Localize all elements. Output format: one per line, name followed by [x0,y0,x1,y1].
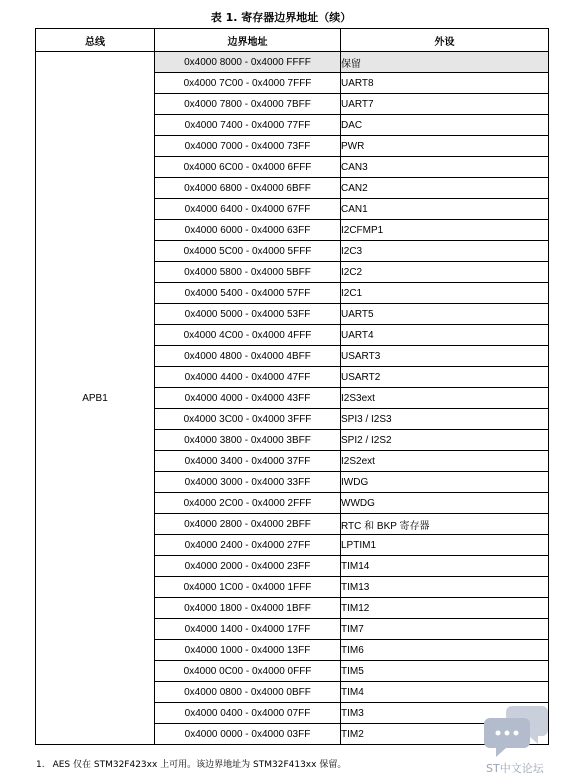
address-cell: 0x4000 6000 - 0x4000 63FF [155,220,341,241]
address-cell: 0x4000 7000 - 0x4000 73FF [155,136,341,157]
address-cell: 0x4000 3000 - 0x4000 33FF [155,472,341,493]
address-cell: 0x4000 0C00 - 0x4000 0FFF [155,661,341,682]
address-cell: 0x4000 0000 - 0x4000 03FF [155,724,341,745]
address-cell: 0x4000 3400 - 0x4000 37FF [155,451,341,472]
peripheral-cell: SPI2 / I2S2 [341,430,549,451]
address-cell: 0x4000 7400 - 0x4000 77FF [155,115,341,136]
address-cell: 0x4000 0800 - 0x4000 0BFF [155,682,341,703]
table-row [36,52,549,73]
peripheral-cell: TIM6 [341,640,549,661]
peripheral-cell: USART2 [341,367,549,388]
address-cell: 0x4000 6800 - 0x4000 6BFF [155,178,341,199]
address-cell: 0x4000 2000 - 0x4000 23FF [155,556,341,577]
peripheral-cell: TIM3 [341,703,549,724]
address-cell: 0x4000 4C00 - 0x4000 4FFF [155,325,341,346]
header-bus: 总线 [36,29,155,52]
address-cell: 0x4000 0400 - 0x4000 07FF [155,703,341,724]
peripheral-cell: TIM12 [341,598,549,619]
address-cell: 0x4000 1400 - 0x4000 17FF [155,619,341,640]
peripheral-cell: SPI3 / I2S3 [341,409,549,430]
peripheral-cell: UART5 [341,304,549,325]
peripheral-cell: 保留 [341,52,549,73]
peripheral-cell: I2C1 [341,283,549,304]
peripheral-cell: I2CFMP1 [341,220,549,241]
address-cell: 0x4000 7800 - 0x4000 7BFF [155,94,341,115]
peripheral-cell: CAN1 [341,199,549,220]
peripheral-cell: IWDG [341,472,549,493]
header-address: 边界地址 [155,29,341,52]
address-cell: 0x4000 1800 - 0x4000 1BFF [155,598,341,619]
peripheral-cell: WWDG [341,493,549,514]
footnote-number: 1. [36,760,45,770]
address-cell: 0x4000 2800 - 0x4000 2BFF [155,514,341,535]
chat-bubble-icon [482,700,554,760]
address-cell: 0x4000 3800 - 0x4000 3BFF [155,430,341,451]
address-cell: 0x4000 2C00 - 0x4000 2FFF [155,493,341,514]
address-cell: 0x4000 4800 - 0x4000 4BFF [155,346,341,367]
watermark [482,700,554,776]
address-cell: 0x4000 5400 - 0x4000 57FF [155,283,341,304]
address-cell: 0x4000 5C00 - 0x4000 5FFF [155,241,341,262]
address-cell: 0x4000 6C00 - 0x4000 6FFF [155,157,341,178]
peripheral-cell: I2S2ext [341,451,549,472]
footnote-text: AES 仅在 STM32F423xx 上可用。该边界地址为 STM32F413xx 保留。 [52,760,347,770]
peripheral-cell: I2C2 [341,262,549,283]
address-cell: 0x4000 3C00 - 0x4000 3FFF [155,409,341,430]
peripheral-cell: TIM14 [341,556,549,577]
register-boundary-table [35,28,549,745]
address-cell: 0x4000 4000 - 0x4000 43FF [155,388,341,409]
peripheral-cell: TIM7 [341,619,549,640]
watermark-text: ST中文论坛 [486,762,544,775]
peripheral-cell: PWR [341,136,549,157]
peripheral-cell: TIM2 [341,724,549,745]
peripheral-cell: TIM5 [341,661,549,682]
peripheral-cell: UART8 [341,73,549,94]
header-peripheral: 外设 [341,29,549,52]
peripheral-cell: TIM4 [341,682,549,703]
peripheral-cell: LPTIM1 [341,535,549,556]
table-title: 表 1. 寄存器边界地址（续） [210,11,352,24]
peripheral-cell: I2S3ext [341,388,549,409]
peripheral-cell: CAN3 [341,157,549,178]
address-cell: 0x4000 1C00 - 0x4000 1FFF [155,577,341,598]
peripheral-cell: UART7 [341,94,549,115]
peripheral-cell: USART3 [341,346,549,367]
address-cell: 0x4000 1000 - 0x4000 13FF [155,640,341,661]
peripheral-cell: DAC [341,115,549,136]
peripheral-cell: TIM13 [341,577,549,598]
address-cell: 0x4000 8000 - 0x4000 FFFF [155,52,341,73]
bus-cell: APB1 [36,52,155,745]
address-cell: 0x4000 5800 - 0x4000 5BFF [155,262,341,283]
address-cell: 0x4000 5000 - 0x4000 53FF [155,304,341,325]
address-cell: 0x4000 7C00 - 0x4000 7FFF [155,73,341,94]
peripheral-cell: CAN2 [341,178,549,199]
table-header-row [36,29,549,52]
peripheral-cell: I2C3 [341,241,549,262]
peripheral-cell: UART4 [341,325,549,346]
address-cell: 0x4000 2400 - 0x4000 27FF [155,535,341,556]
footnote [36,757,346,770]
address-cell: 0x4000 4400 - 0x4000 47FF [155,367,341,388]
address-cell: 0x4000 6400 - 0x4000 67FF [155,199,341,220]
peripheral-cell: RTC 和 BKP 寄存器 [341,514,549,535]
